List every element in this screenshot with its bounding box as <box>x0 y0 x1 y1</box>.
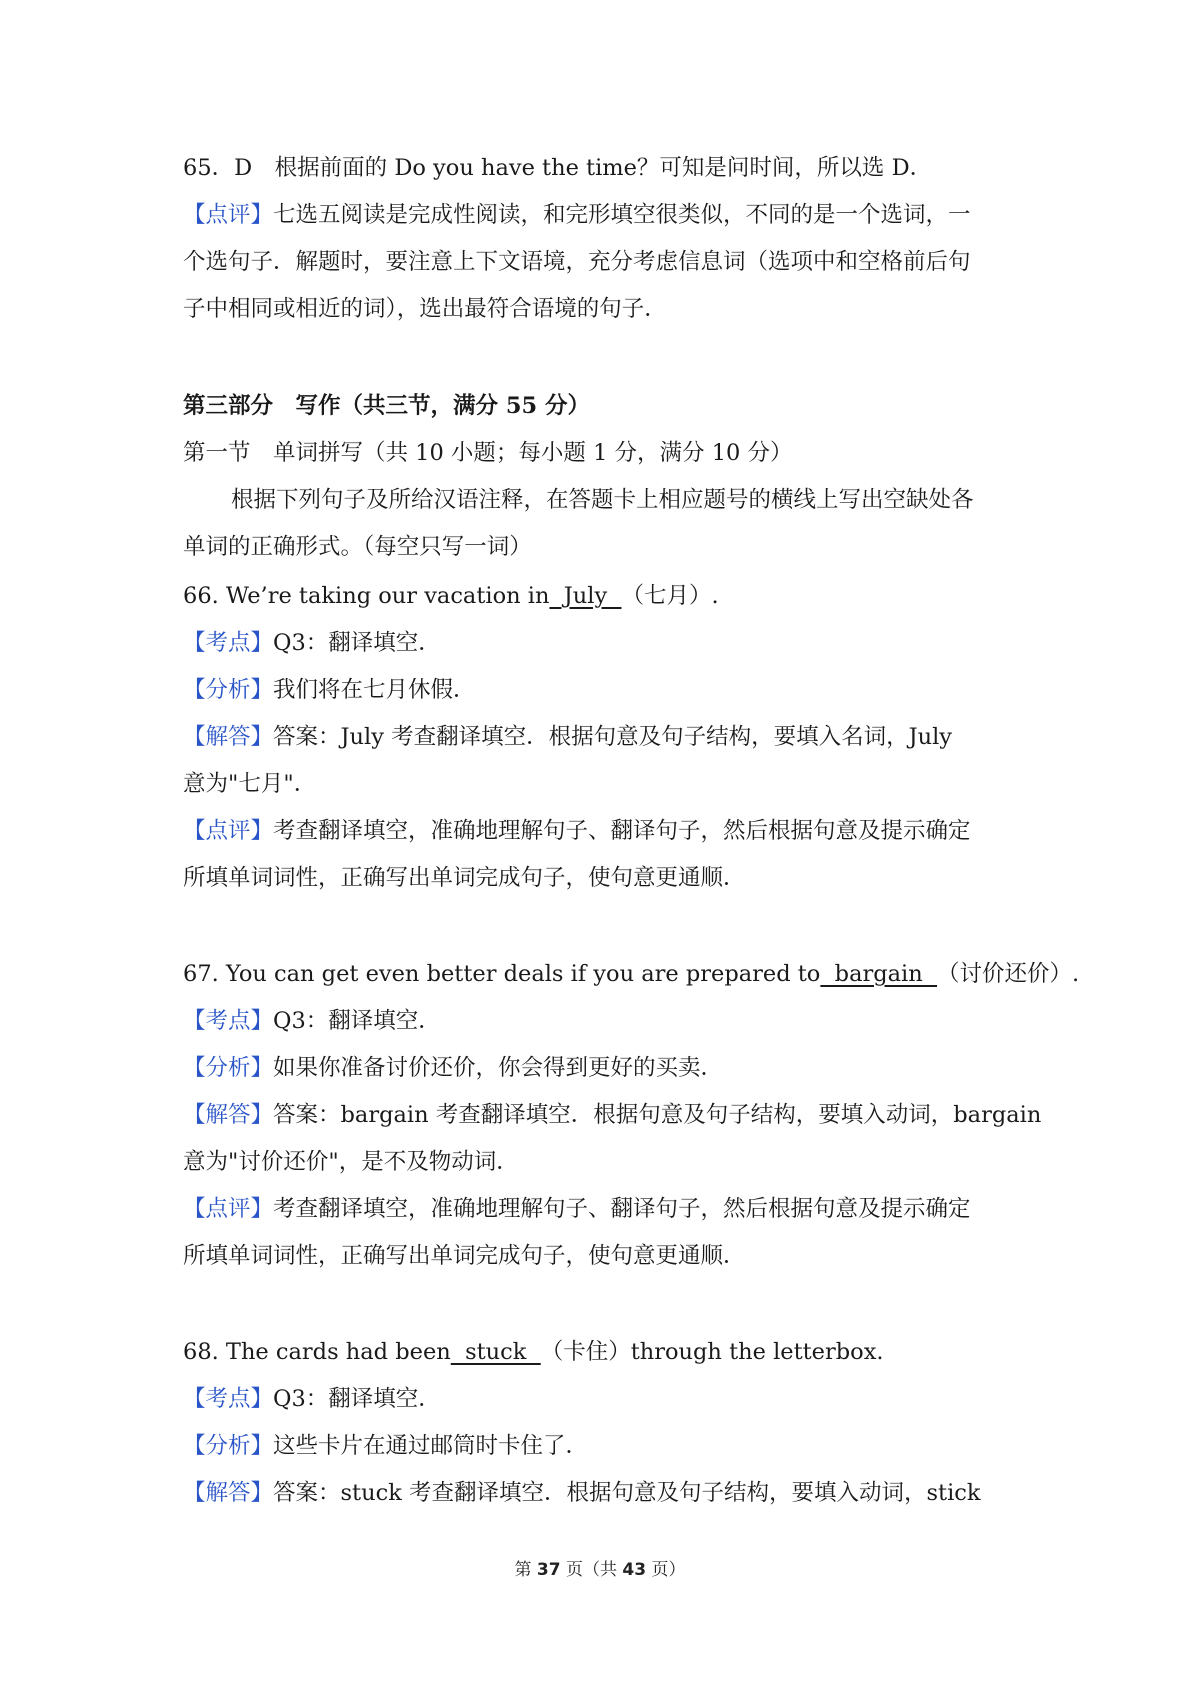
q67-jieda-line-2: 意为"讨价还价"，是不及物动词． <box>183 1149 519 1175</box>
q66-stem-before: 66. We’re taking our vacation in <box>183 583 550 609</box>
page-total: 43 <box>622 1560 647 1580</box>
q67-fenxi-line <box>183 1052 723 1084</box>
fenxi-tag: 【分析】 <box>183 677 274 703</box>
page-footer <box>0 1558 1200 1582</box>
kaodian-tag: 【考点】 <box>183 1008 274 1034</box>
q65-answer-line: 65．D 根据前面的 Do you have the time？可知是问时间，所以选 D． <box>183 155 933 181</box>
q68-kaodian-line <box>183 1383 441 1415</box>
q66-dianping-line-1 <box>183 815 971 847</box>
q67-kaodian-text: Q3：翻译填空． <box>273 1008 441 1034</box>
q68-stem-after: （卡住）through the letterbox. <box>540 1339 884 1365</box>
q67-dianping-line-2: 所填单词词性，正确写出单词完成句子，使句意更通顺． <box>183 1243 746 1269</box>
q65-comment-line-3: 子中相同或相近的词），选出最符合语境的句子． <box>183 296 667 322</box>
q66-blank-answer: July <box>549 583 622 609</box>
q66-jieda-text-1: 答案：July 考查翻译填空．根据句意及句子结构，要填入名词，July <box>273 724 953 750</box>
q67-stem-after: （讨价还价）. <box>937 961 1080 987</box>
fenxi-tag: 【分析】 <box>183 1433 274 1459</box>
q66-stem <box>183 580 719 612</box>
q66-kaodian-text: Q3：翻译填空． <box>273 630 441 656</box>
q67-dianping-line-1 <box>183 1193 971 1225</box>
jieda-tag: 【解答】 <box>183 1102 274 1128</box>
q67-dianping-text-1: 考查翻译填空，准确地理解句子、翻译句子，然后根据句意及提示确定 <box>273 1196 971 1222</box>
fenxi-tag: 【分析】 <box>183 1055 274 1081</box>
footer-prefix: 第 <box>514 1560 537 1580</box>
q68-fenxi-line <box>183 1430 588 1462</box>
q65-comment-line-2: 个选句子．解题时，要注意上下文语境，充分考虑信息词（选项中和空格前后句 <box>183 249 971 275</box>
q65-comment-text-1: 七选五阅读是完成性阅读，和完形填空很类似，不同的是一个选词，一 <box>273 202 971 228</box>
kaodian-tag: 【考点】 <box>183 630 274 656</box>
q66-fenxi-line <box>183 674 476 706</box>
q68-jieda-line-1 <box>183 1477 981 1509</box>
part-title: 第三部分 写作（共三节，满分 55 分） <box>183 393 590 419</box>
jieda-tag: 【解答】 <box>183 724 274 750</box>
q67-stem <box>183 958 1079 990</box>
subsection-title: 第一节 单词拼写（共 10 小题；每小题 1 分，满分 10 分） <box>183 440 793 466</box>
q66-jieda-line-1 <box>183 721 952 753</box>
q67-fenxi-text: 如果你准备讨价还价，你会得到更好的买卖． <box>273 1055 724 1081</box>
q68-blank-answer: stuck <box>450 1339 541 1365</box>
q68-jieda-text-1: 答案：stuck 考查翻译填空．根据句意及句子结构，要填入动词，stick <box>273 1480 981 1506</box>
q67-blank-answer: bargain <box>820 961 938 987</box>
q67-jieda-text-1: 答案：bargain 考查翻译填空．根据句意及句子结构，要填入动词，bargain <box>273 1102 1042 1128</box>
q68-stem <box>183 1336 884 1368</box>
q67-jieda-line-1 <box>183 1099 1041 1131</box>
q66-dianping-text-1: 考查翻译填空，准确地理解句子、翻译句子，然后根据句意及提示确定 <box>273 818 971 844</box>
kaodian-tag: 【考点】 <box>183 1386 274 1412</box>
q66-stem-after: （七月）. <box>621 583 719 609</box>
q65-comment-line-1 <box>183 199 971 231</box>
comment-tag: 【点评】 <box>183 1196 274 1222</box>
page-number: 37 <box>536 1560 561 1580</box>
q68-stem-before: 68. The cards had been <box>183 1339 451 1365</box>
jieda-tag: 【解答】 <box>183 1480 274 1506</box>
footer-middle: 页（共 <box>560 1560 623 1580</box>
q68-fenxi-text: 这些卡片在通过邮筒时卡住了． <box>273 1433 589 1459</box>
footer-suffix: 页） <box>646 1560 686 1580</box>
comment-tag: 【点评】 <box>183 818 274 844</box>
q67-kaodian-line <box>183 1005 441 1037</box>
q66-fenxi-text: 我们将在七月休假． <box>273 677 476 703</box>
instruction-line-2: 单词的正确形式。（每空只写一词） <box>183 534 532 560</box>
q68-kaodian-text: Q3：翻译填空． <box>273 1386 441 1412</box>
instruction-line-1: 根据下列句子及所给汉语注释，在答题卡上相应题号的横线上写出空缺处各 <box>231 487 974 513</box>
q66-dianping-line-2: 所填单词词性，正确写出单词完成句子，使句意更通顺． <box>183 865 746 891</box>
q67-stem-before: 67. You can get even better deals if you are prepared to <box>183 961 821 987</box>
comment-tag: 【点评】 <box>183 202 274 228</box>
q66-kaodian-line <box>183 627 441 659</box>
q66-jieda-line-2: 意为"七月"． <box>183 771 317 797</box>
